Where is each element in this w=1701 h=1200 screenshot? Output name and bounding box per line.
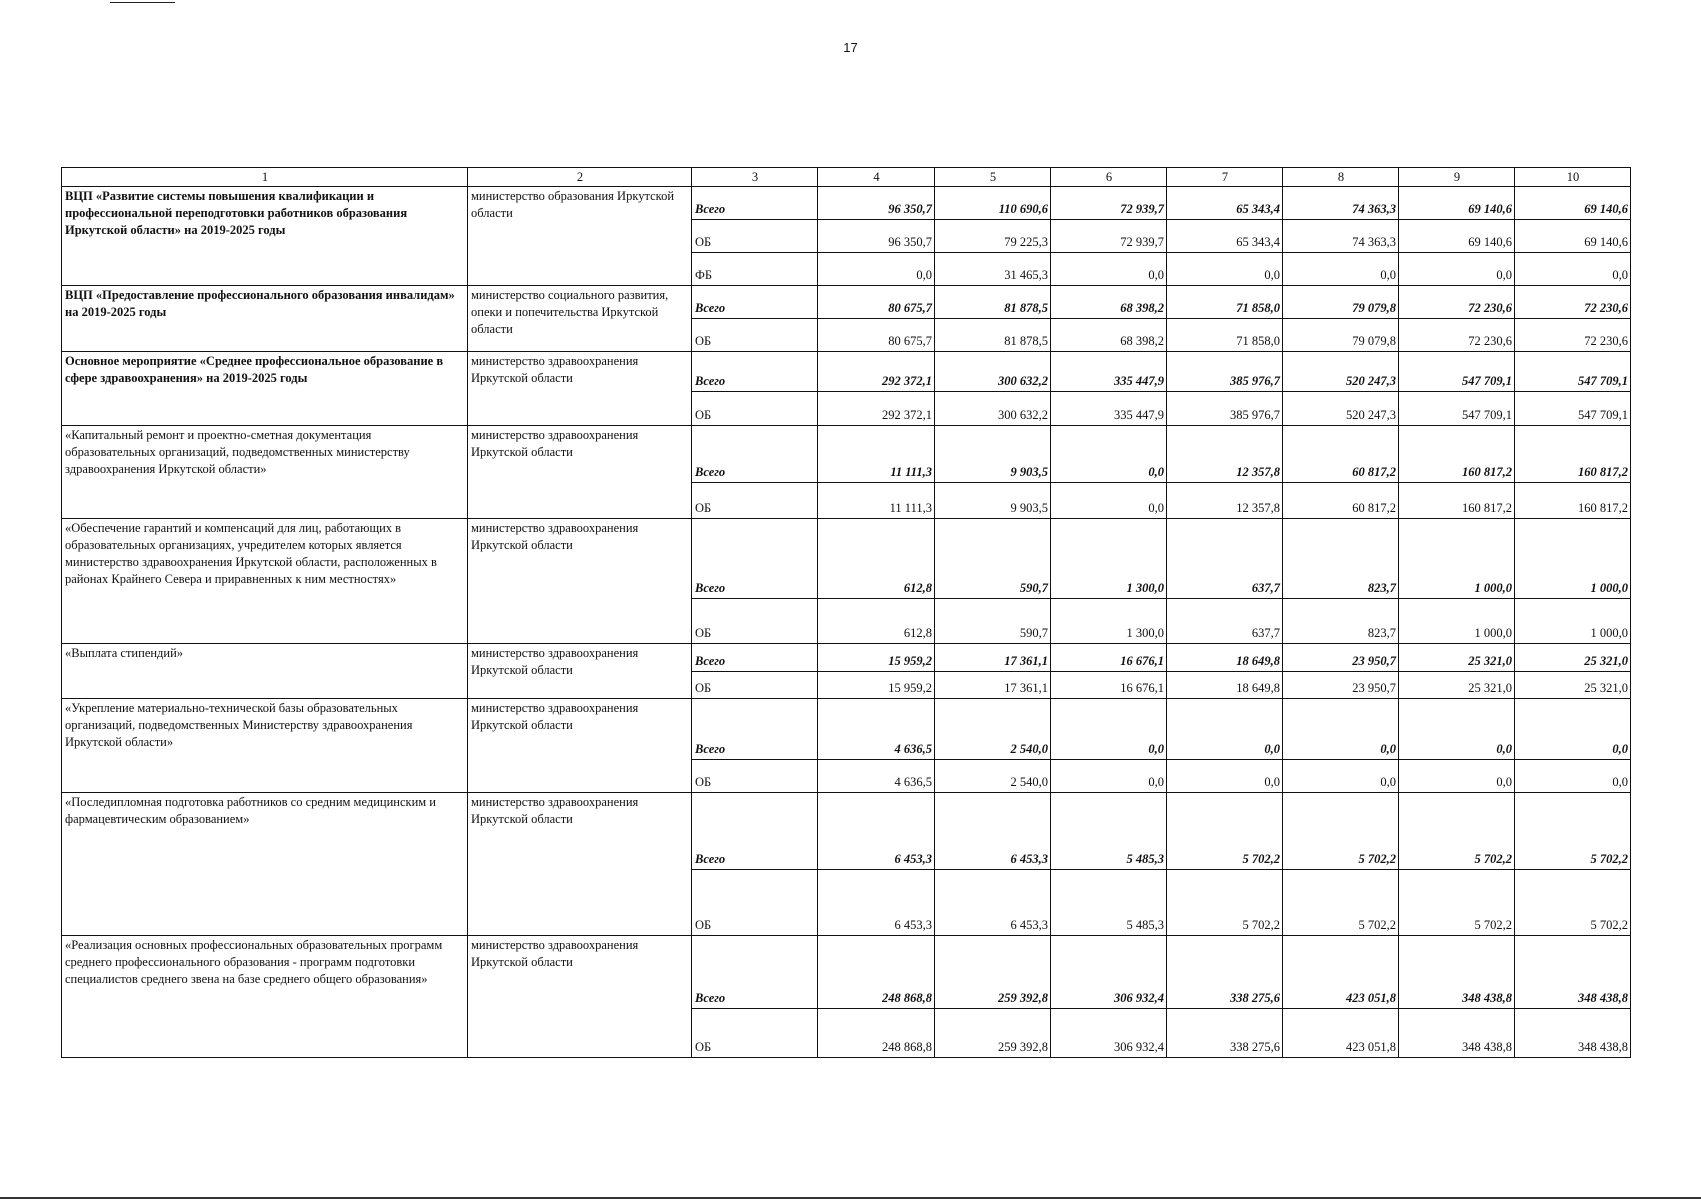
column-header-row [62, 168, 1631, 187]
program-title: ВЦП «Предоставление профессионального образования инвалидам» на 2019-2025 годы [62, 286, 468, 352]
amount-cell: 248 868,8 [818, 936, 935, 1009]
amount-cell: 423 051,8 [1283, 1009, 1399, 1058]
amount-cell: 15 959,2 [818, 672, 935, 699]
amount-cell: 4 636,5 [818, 699, 935, 760]
amount-cell: 0,0 [1283, 760, 1399, 793]
amount-cell: 72 230,6 [1399, 319, 1515, 352]
amount-cell: 335 447,9 [1051, 392, 1167, 426]
amount-cell: 637,7 [1167, 519, 1283, 599]
amount-cell: 1 000,0 [1515, 599, 1631, 644]
funding-source: Всего [692, 352, 818, 392]
amount-cell: 423 051,8 [1283, 936, 1399, 1009]
amount-cell: 16 676,1 [1051, 672, 1167, 699]
amount-cell: 9 903,5 [935, 483, 1051, 519]
amount-cell: 160 817,2 [1399, 426, 1515, 483]
amount-cell: 79 079,8 [1283, 286, 1399, 319]
amount-cell: 0,0 [1051, 253, 1167, 286]
amount-cell: 2 540,0 [935, 760, 1051, 793]
amount-cell: 17 361,1 [935, 644, 1051, 672]
column-header: 8 [1283, 168, 1399, 187]
amount-cell: 0,0 [1051, 483, 1167, 519]
amount-cell: 81 878,5 [935, 319, 1051, 352]
amount-cell: 5 702,2 [1167, 793, 1283, 870]
amount-cell: 1 000,0 [1399, 599, 1515, 644]
amount-cell: 23 950,7 [1283, 672, 1399, 699]
amount-cell: 68 398,2 [1051, 319, 1167, 352]
amount-cell: 823,7 [1283, 599, 1399, 644]
amount-cell: 0,0 [1283, 253, 1399, 286]
amount-cell: 69 140,6 [1515, 187, 1631, 220]
amount-cell: 23 950,7 [1283, 644, 1399, 672]
amount-cell: 335 447,9 [1051, 352, 1167, 392]
amount-cell: 338 275,6 [1167, 1009, 1283, 1058]
amount-cell: 0,0 [1167, 760, 1283, 793]
responsible-ministry: министерство социального развития, опеки и попечительства Иркутской области [468, 286, 692, 352]
amount-cell: 520 247,3 [1283, 352, 1399, 392]
amount-cell: 348 438,8 [1515, 1009, 1631, 1058]
amount-cell: 71 858,0 [1167, 319, 1283, 352]
table-row [62, 793, 1631, 870]
funding-source: Всего [692, 936, 818, 1009]
funding-source: Всего [692, 187, 818, 220]
responsible-ministry: министерство здравоохранения Иркутской области [468, 936, 692, 1058]
amount-cell: 31 465,3 [935, 253, 1051, 286]
page-bottom-edge [0, 1197, 1701, 1199]
program-title: «Обеспечение гарантий и компенсаций для лиц, работающих в образовательных организациях, учредителем которых является министерство здравоохранения Иркутской области, расположенных в районах Крайнего Севера и приравненных к ним местностях» [62, 519, 468, 644]
amount-cell: 0,0 [1515, 760, 1631, 793]
amount-cell: 1 300,0 [1051, 519, 1167, 599]
amount-cell: 65 343,4 [1167, 220, 1283, 253]
amount-cell: 385 976,7 [1167, 392, 1283, 426]
amount-cell: 25 321,0 [1515, 672, 1631, 699]
amount-cell: 72 230,6 [1399, 286, 1515, 319]
responsible-ministry: министерство образования Иркутской области [468, 187, 692, 286]
amount-cell: 259 392,8 [935, 936, 1051, 1009]
amount-cell: 160 817,2 [1399, 483, 1515, 519]
funding-source: ОБ [692, 760, 818, 793]
amount-cell: 300 632,2 [935, 392, 1051, 426]
table-row [62, 699, 1631, 760]
amount-cell: 9 903,5 [935, 426, 1051, 483]
funding-source: ОБ [692, 220, 818, 253]
amount-cell: 79 225,3 [935, 220, 1051, 253]
amount-cell: 16 676,1 [1051, 644, 1167, 672]
amount-cell: 0,0 [1051, 760, 1167, 793]
amount-cell: 612,8 [818, 519, 935, 599]
amount-cell: 5 485,3 [1051, 793, 1167, 870]
amount-cell: 96 350,7 [818, 187, 935, 220]
amount-cell: 74 363,3 [1283, 220, 1399, 253]
amount-cell: 80 675,7 [818, 286, 935, 319]
funding-source: Всего [692, 286, 818, 319]
amount-cell: 306 932,4 [1051, 936, 1167, 1009]
amount-cell: 72 230,6 [1515, 319, 1631, 352]
amount-cell: 547 709,1 [1515, 392, 1631, 426]
amount-cell: 18 649,8 [1167, 644, 1283, 672]
amount-cell: 60 817,2 [1283, 483, 1399, 519]
amount-cell: 4 636,5 [818, 760, 935, 793]
amount-cell: 71 858,0 [1167, 286, 1283, 319]
amount-cell: 0,0 [1051, 426, 1167, 483]
responsible-ministry: министерство здравоохранения Иркутской области [468, 644, 692, 699]
budget-table [61, 167, 1631, 1058]
amount-cell: 69 140,6 [1399, 187, 1515, 220]
responsible-ministry: министерство здравоохранения Иркутской области [468, 699, 692, 793]
amount-cell: 300 632,2 [935, 352, 1051, 392]
amount-cell: 348 438,8 [1515, 936, 1631, 1009]
amount-cell: 110 690,6 [935, 187, 1051, 220]
amount-cell: 0,0 [1399, 760, 1515, 793]
funding-source: Всего [692, 426, 818, 483]
amount-cell: 520 247,3 [1283, 392, 1399, 426]
amount-cell: 6 453,3 [935, 793, 1051, 870]
amount-cell: 160 817,2 [1515, 426, 1631, 483]
amount-cell: 0,0 [818, 253, 935, 286]
amount-cell: 81 878,5 [935, 286, 1051, 319]
amount-cell: 590,7 [935, 599, 1051, 644]
funding-source: Всего [692, 699, 818, 760]
amount-cell: 5 702,2 [1167, 870, 1283, 936]
amount-cell: 6 453,3 [818, 793, 935, 870]
funding-source: ОБ [692, 870, 818, 936]
amount-cell: 1 300,0 [1051, 599, 1167, 644]
amount-cell: 80 675,7 [818, 319, 935, 352]
amount-cell: 1 000,0 [1399, 519, 1515, 599]
amount-cell: 5 702,2 [1515, 870, 1631, 936]
table-row [62, 519, 1631, 599]
program-title: ВЦП «Развитие системы повышения квалификации и профессиональной переподготовки работников образования Иркутской области» на 2019-2025 годы [62, 187, 468, 286]
page-number: 17 [843, 40, 858, 55]
page-top-mark [110, 2, 175, 3]
column-header: 1 [62, 168, 468, 187]
amount-cell: 12 357,8 [1167, 483, 1283, 519]
amount-cell: 6 453,3 [818, 870, 935, 936]
amount-cell: 637,7 [1167, 599, 1283, 644]
amount-cell: 0,0 [1515, 699, 1631, 760]
amount-cell: 72 939,7 [1051, 220, 1167, 253]
amount-cell: 18 649,8 [1167, 672, 1283, 699]
amount-cell: 0,0 [1167, 253, 1283, 286]
amount-cell: 5 702,2 [1283, 793, 1399, 870]
column-header: 3 [692, 168, 818, 187]
amount-cell: 160 817,2 [1515, 483, 1631, 519]
amount-cell: 5 702,2 [1399, 870, 1515, 936]
amount-cell: 5 702,2 [1515, 793, 1631, 870]
program-title: Основное мероприятие «Среднее профессиональное образование в сфере здравоохранения» на 2019-2025 годы [62, 352, 468, 426]
amount-cell: 74 363,3 [1283, 187, 1399, 220]
amount-cell: 259 392,8 [935, 1009, 1051, 1058]
funding-source: ОБ [692, 1009, 818, 1058]
amount-cell: 25 321,0 [1399, 672, 1515, 699]
funding-source: ОБ [692, 319, 818, 352]
amount-cell: 72 230,6 [1515, 286, 1631, 319]
funding-source: Всего [692, 644, 818, 672]
amount-cell: 69 140,6 [1515, 220, 1631, 253]
amount-cell: 0,0 [1515, 253, 1631, 286]
column-header: 9 [1399, 168, 1515, 187]
program-title: «Укрепление материально-технической базы образовательных организаций, подведомственных Министерству здравоохранения Иркутской области» [62, 699, 468, 793]
table-row [62, 187, 1631, 220]
amount-cell: 823,7 [1283, 519, 1399, 599]
amount-cell: 0,0 [1167, 699, 1283, 760]
funding-source: ФБ [692, 253, 818, 286]
funding-source: ОБ [692, 483, 818, 519]
amount-cell: 0,0 [1399, 253, 1515, 286]
column-header: 2 [468, 168, 692, 187]
table-row [62, 426, 1631, 483]
amount-cell: 17 361,1 [935, 672, 1051, 699]
amount-cell: 1 000,0 [1515, 519, 1631, 599]
amount-cell: 0,0 [1051, 699, 1167, 760]
program-title: «Выплата стипендий» [62, 644, 468, 699]
amount-cell: 292 372,1 [818, 352, 935, 392]
amount-cell: 547 709,1 [1399, 352, 1515, 392]
responsible-ministry: министерство здравоохранения Иркутской области [468, 352, 692, 426]
table-row [62, 286, 1631, 319]
column-header: 6 [1051, 168, 1167, 187]
amount-cell: 60 817,2 [1283, 426, 1399, 483]
amount-cell: 348 438,8 [1399, 1009, 1515, 1058]
program-title: «Капитальный ремонт и проектно-сметная документация образовательных организаций, подведомственных министерству здравоохранения Иркутской области» [62, 426, 468, 519]
table-row [62, 936, 1631, 1009]
amount-cell: 69 140,6 [1399, 220, 1515, 253]
funding-source: ОБ [692, 392, 818, 426]
amount-cell: 11 111,3 [818, 426, 935, 483]
amount-cell: 612,8 [818, 599, 935, 644]
program-title: «Последипломная подготовка работников со средним медицинским и фармацевтическим образованием» [62, 793, 468, 936]
amount-cell: 12 357,8 [1167, 426, 1283, 483]
amount-cell: 79 079,8 [1283, 319, 1399, 352]
amount-cell: 292 372,1 [818, 392, 935, 426]
amount-cell: 25 321,0 [1399, 644, 1515, 672]
responsible-ministry: министерство здравоохранения Иркутской области [468, 793, 692, 936]
amount-cell: 5 485,3 [1051, 870, 1167, 936]
amount-cell: 590,7 [935, 519, 1051, 599]
funding-source: ОБ [692, 672, 818, 699]
column-header: 5 [935, 168, 1051, 187]
amount-cell: 306 932,4 [1051, 1009, 1167, 1058]
amount-cell: 96 350,7 [818, 220, 935, 253]
amount-cell: 68 398,2 [1051, 286, 1167, 319]
amount-cell: 15 959,2 [818, 644, 935, 672]
responsible-ministry: министерство здравоохранения Иркутской области [468, 519, 692, 644]
amount-cell: 5 702,2 [1283, 870, 1399, 936]
funding-source: ОБ [692, 599, 818, 644]
amount-cell: 547 709,1 [1399, 392, 1515, 426]
funding-source: Всего [692, 519, 818, 599]
amount-cell: 338 275,6 [1167, 936, 1283, 1009]
program-title: «Реализация основных профессиональных образовательных программ среднего профессионального образования - программ подготовки специалистов среднего звена на базе среднего общего образования» [62, 936, 468, 1058]
amount-cell: 547 709,1 [1515, 352, 1631, 392]
table-body [62, 168, 1631, 1058]
amount-cell: 2 540,0 [935, 699, 1051, 760]
responsible-ministry: министерство здравоохранения Иркутской области [468, 426, 692, 519]
amount-cell: 5 702,2 [1399, 793, 1515, 870]
amount-cell: 65 343,4 [1167, 187, 1283, 220]
amount-cell: 0,0 [1283, 699, 1399, 760]
amount-cell: 348 438,8 [1399, 936, 1515, 1009]
column-header: 7 [1167, 168, 1283, 187]
table-row [62, 352, 1631, 392]
column-header: 10 [1515, 168, 1631, 187]
amount-cell: 25 321,0 [1515, 644, 1631, 672]
column-header: 4 [818, 168, 935, 187]
amount-cell: 0,0 [1399, 699, 1515, 760]
amount-cell: 11 111,3 [818, 483, 935, 519]
amount-cell: 6 453,3 [935, 870, 1051, 936]
funding-source: Всего [692, 793, 818, 870]
table-row [62, 644, 1631, 672]
amount-cell: 72 939,7 [1051, 187, 1167, 220]
amount-cell: 248 868,8 [818, 1009, 935, 1058]
amount-cell: 385 976,7 [1167, 352, 1283, 392]
